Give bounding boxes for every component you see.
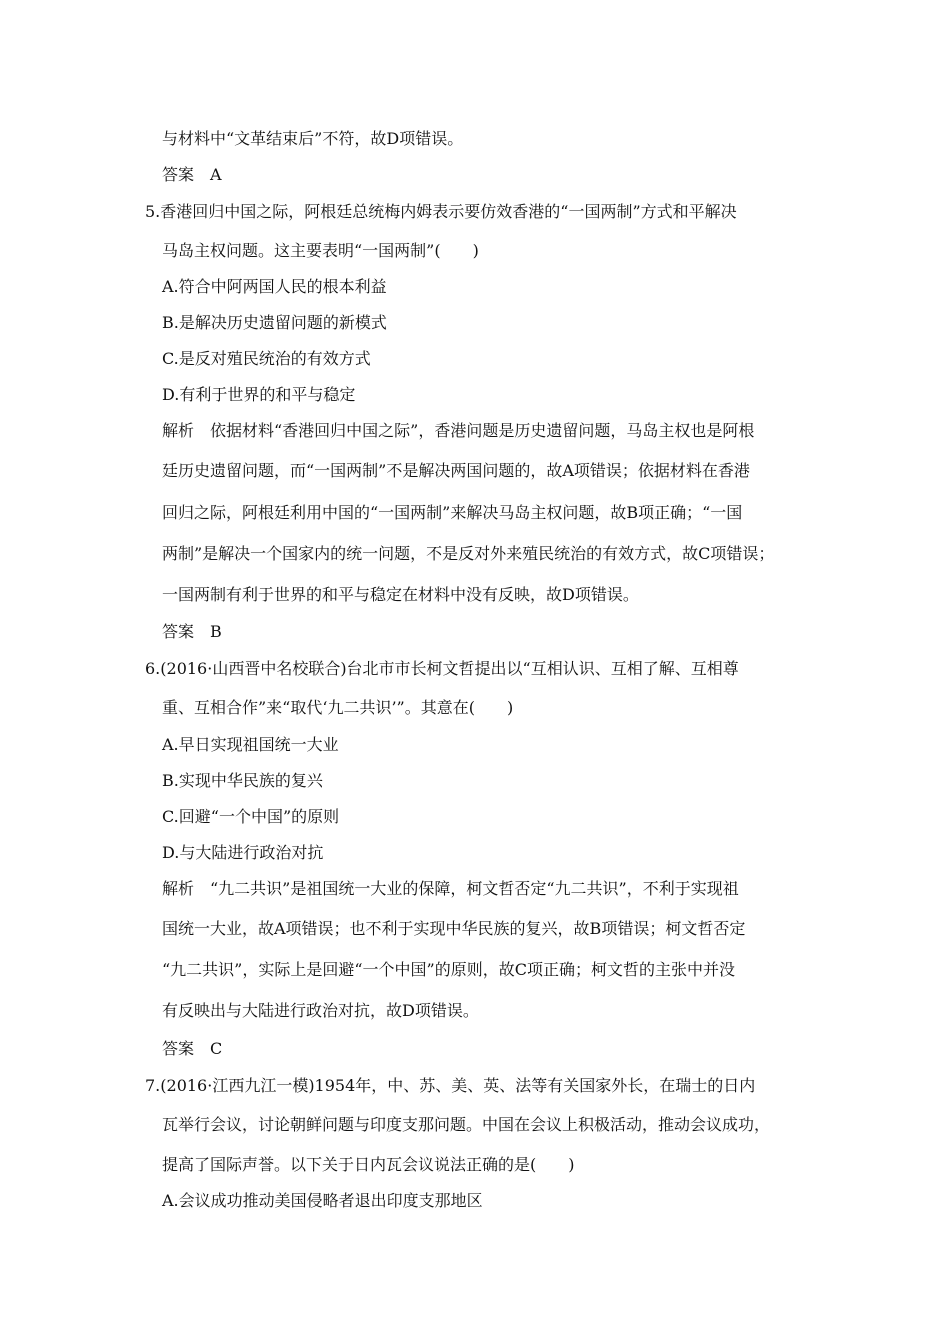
option-c: C.回避“一个中国”的原则 [162,807,340,826]
text-line: 与材料中“文革结束后”不符，故D项错误。 [162,129,464,148]
option-c: C.是反对殖民统治的有效方式 [162,349,371,368]
question-5-stem: 5.香港回归中国之际，阿根廷总统梅内姆表示要仿效香港的“一国两制”方式和平解决 [145,202,737,221]
option-d: D.有利于世界的和平与稳定 [162,385,356,404]
question-7-stem: 7.(2016·江西九江一模)1954年，中、苏、美、英、法等有关国家外长，在瑞士的日内 [145,1076,756,1095]
explanation-line: 廷历史遗留问题，而“一国两制”不是解决两国问题的，故A项错误；依据材料在香港 [162,461,750,480]
explanation-line: 两制”是解决一个国家内的统一问题，不是反对外来殖民统治的有效方式，故C项错误； [162,544,775,563]
explanation-line: “九二共识”，实际上是回避“一个中国”的原则，故C项正确；柯文哲的主张中并没 [162,960,735,979]
option-a: A.会议成功推动美国侵略者退出印度支那地区 [162,1191,483,1210]
explanation-line: 一国两制有利于世界的和平与稳定在材料中没有反映，故D项错误。 [162,585,639,604]
question-6-stem: 重、互相合作”来“取代‘九二共识’”。其意在( ) [162,698,514,717]
explanation-line: 有反映出与大陆进行政治对抗，故D项错误。 [162,1001,479,1020]
explanation-line: 解析 依据材料“香港回归中国之际”，香港问题是历史遗留问题，马岛主权也是阿根 [162,421,755,440]
explanation-line: 解析 “九二共识”是祖国统一大业的保障，柯文哲否定“九二共识”，不利于实现祖 [162,879,739,898]
explanation-line: 国统一大业，故A项错误；也不利于实现中华民族的复兴，故B项错误；柯文哲否定 [162,919,746,938]
option-b: B.是解决历史遗留问题的新模式 [162,313,387,332]
option-a: A.早日实现祖国统一大业 [162,735,339,754]
option-a: A.符合中阿两国人民的根本利益 [162,277,387,296]
question-7-stem: 瓦举行会议，讨论朝鲜问题与印度支那问题。中国在会议上积极活动，推动会议成功， [162,1115,771,1134]
explanation-line: 回归之际，阿根廷利用中国的“一国两制”来解决马岛主权问题，故B项正确；“一国 [162,503,743,522]
answer-line: 答案 A [162,165,222,184]
question-7-stem: 提高了国际声誉。以下关于日内瓦会议说法正确的是( ) [162,1155,575,1174]
answer-line: 答案 C [162,1039,223,1058]
option-d: D.与大陆进行政治对抗 [162,843,324,862]
question-5-stem: 马岛主权问题。这主要表明“一国两制”( ) [162,241,479,260]
question-6-stem: 6.(2016·山西晋中名校联合)台北市市长柯文哲提出以“互相认识、互相了解、互相尊 [145,659,739,678]
option-b: B.实现中华民族的复兴 [162,771,323,790]
answer-line: 答案 B [162,622,222,641]
